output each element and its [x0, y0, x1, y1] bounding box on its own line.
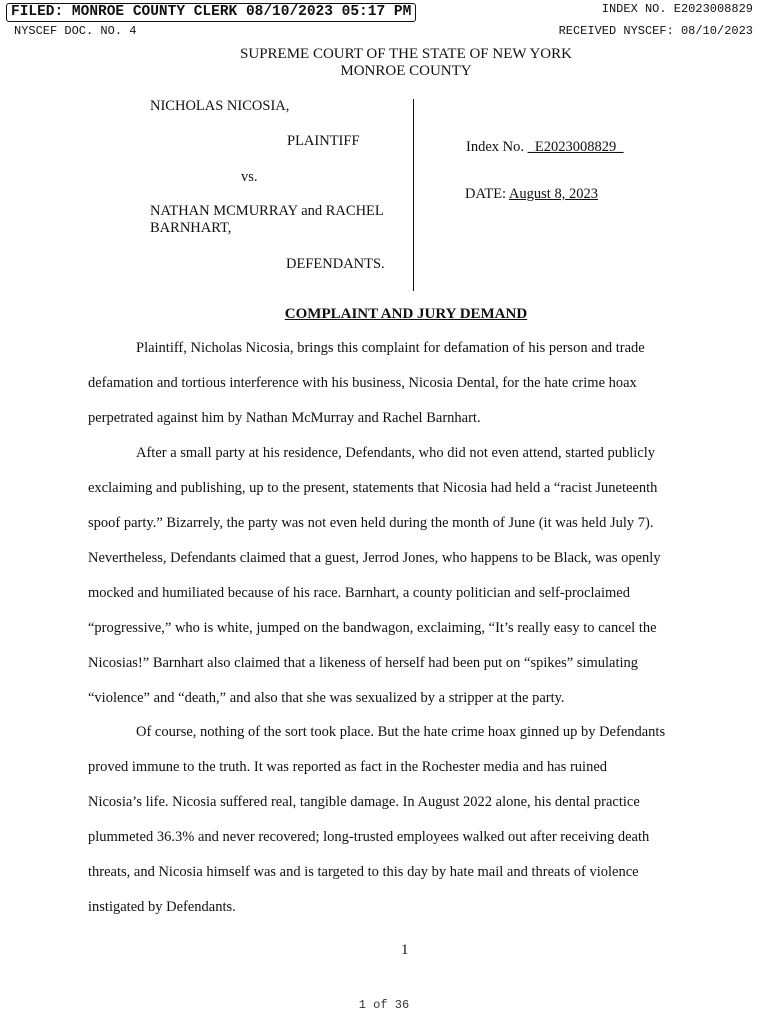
- date-label: DATE:: [465, 186, 507, 202]
- date-field: [465, 186, 598, 203]
- defendants-name-line-1: NATHAN MCMURRAY and RACHEL: [150, 203, 384, 219]
- nyscef-doc-number: NYSCEF DOC. NO. 4: [14, 24, 137, 38]
- body-line: threats, and Nicosia himself was and is targeted to this day by hate mail and threats of violence: [88, 864, 639, 880]
- body-line: After a small party at his residence, Defendants, who did not even attend, started publicly: [136, 445, 656, 461]
- index-number-header: INDEX NO. E2023008829: [601, 2, 753, 16]
- body-line: plummeted 36.3% and never recovered; long-trusted employees walked out after receiving death: [88, 829, 650, 845]
- received-date: RECEIVED NYSCEF: 08/10/2023: [558, 24, 753, 38]
- body-line: “violence” and “death,” and also that she was sexualized by a stripper at the party.: [88, 690, 565, 706]
- page-number: 1: [401, 942, 409, 958]
- body-line: spoof party.” Bizarrely, the party was not even held during the month of June (it was held July 7).: [88, 515, 654, 531]
- court-name: SUPREME COURT OF THE STATE OF NEW YORK: [240, 46, 572, 62]
- body-line: Plaintiff, Nicholas Nicosia, brings this complaint for defamation of his person and trade: [136, 340, 645, 356]
- county-name: MONROE COUNTY: [340, 63, 472, 79]
- body-line: Of course, nothing of the sort took place. But the hate crime hoax ginned up by Defendants: [136, 724, 666, 740]
- filed-stamp: FILED: MONROE COUNTY CLERK 08/10/2023 05:17 PM: [6, 3, 416, 22]
- versus-label: vs.: [241, 169, 258, 185]
- body-line: “progressive,” who is white, jumped on the bandwagon, exclaiming, “It’s really easy to cancel the: [88, 620, 657, 636]
- body-line: Nicosia’s life. Nicosia suffered real, tangible damage. In August 2022 alone, his dental practice: [88, 794, 640, 810]
- body-line: proved immune to the truth. It was reported as fact in the Rochester media and has ruined: [88, 759, 608, 775]
- body-line: Nevertheless, Defendants claimed that a guest, Jerrod Jones, who happens to be Black, was openly: [88, 550, 661, 566]
- defendants-role: DEFENDANTS.: [286, 256, 385, 272]
- body-line: Nicosias!” Barnhart also claimed that a likeness of herself had been put on “spikes” simulating: [88, 655, 639, 671]
- index-label: Index No.: [466, 139, 524, 155]
- caption-divider: [413, 99, 414, 291]
- body-line: instigated by Defendants.: [88, 899, 236, 915]
- body-line: exclaiming and publishing, up to the present, statements that Nicosia had held a “racist Juneteenth: [88, 480, 658, 496]
- plaintiff-name: NICHOLAS NICOSIA,: [150, 98, 290, 114]
- document-title: COMPLAINT AND JURY DEMAND: [284, 306, 528, 322]
- body-line: mocked and humiliated because of his race. Barnhart, a county politician and self-proclaimed: [88, 585, 630, 601]
- body-line: defamation and tortious interference with his business, Nicosia Dental, for the hate crime hoax: [88, 375, 637, 391]
- index-number-field: [466, 139, 623, 156]
- defendants-name-line-2: BARNHART,: [150, 220, 232, 236]
- plaintiff-role: PLAINTIFF: [287, 133, 360, 149]
- index-value: _E2023008829_: [527, 139, 624, 155]
- body-line: perpetrated against him by Nathan McMurray and Rachel Barnhart.: [88, 410, 481, 426]
- page-count: 1 of 36: [358, 998, 410, 1012]
- date-value: August 8, 2023: [508, 186, 598, 202]
